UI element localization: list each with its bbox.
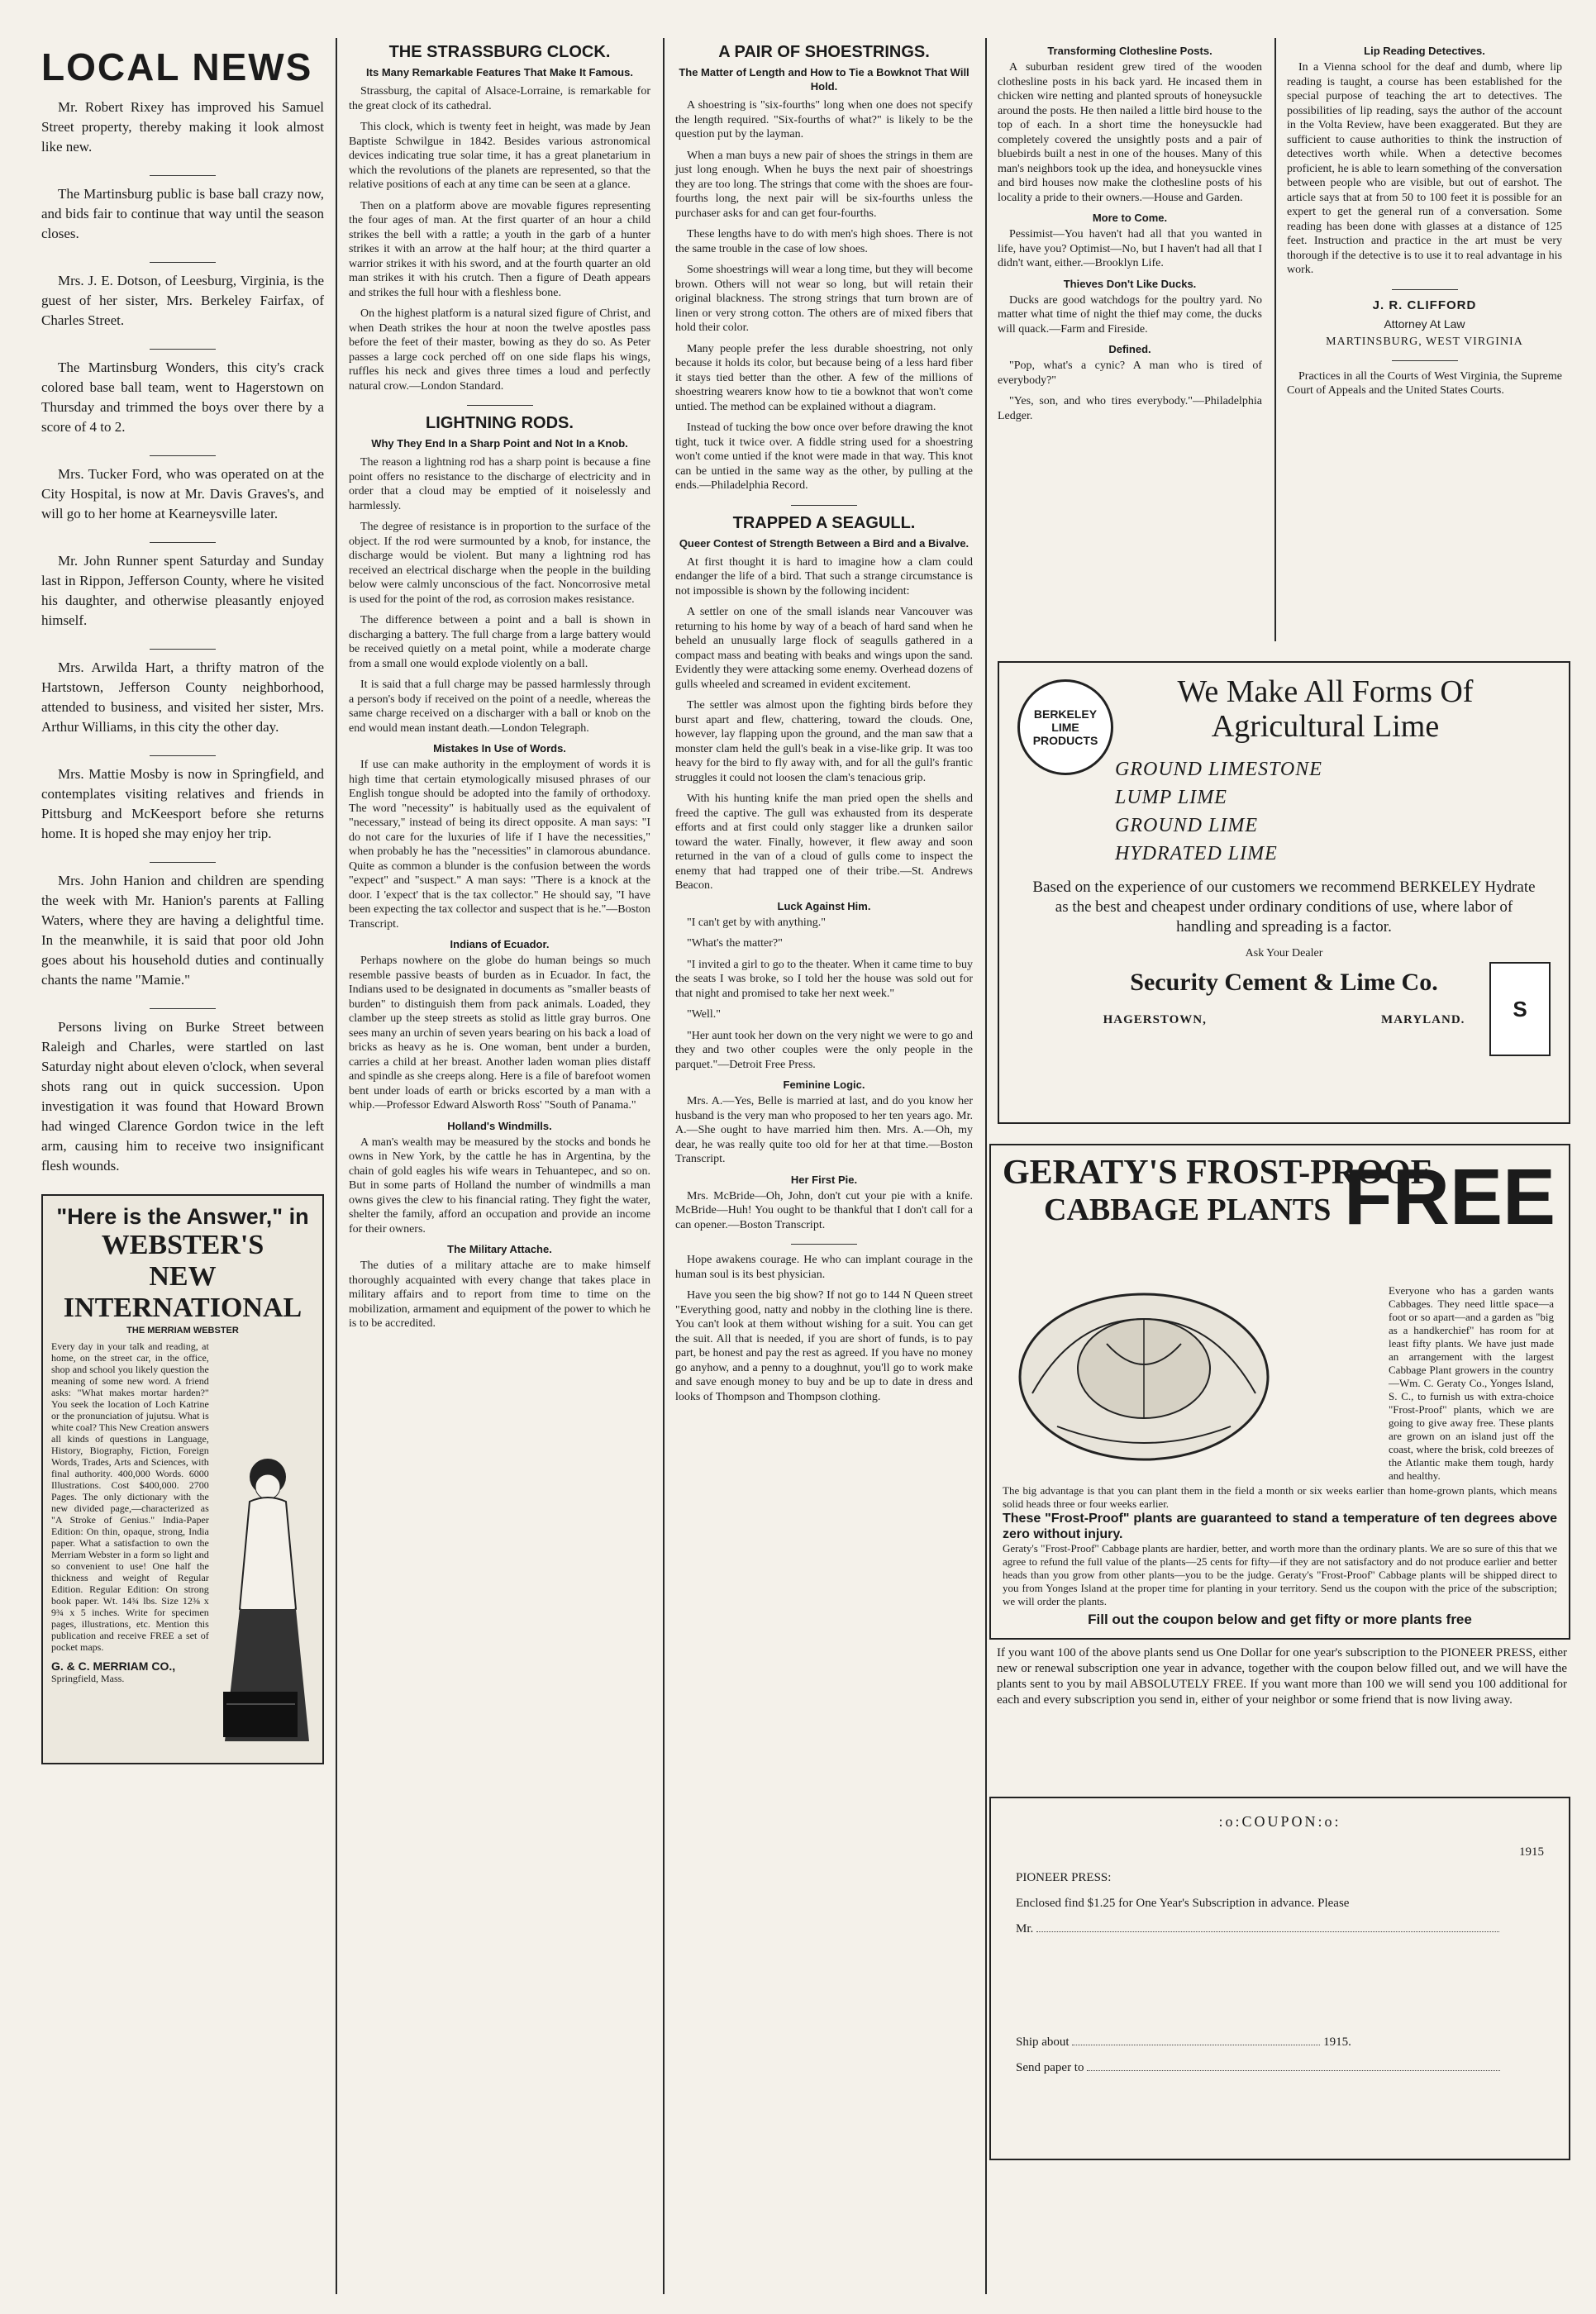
portland-cement-badge: S	[1489, 962, 1551, 1056]
headline-strassburg-clock: THE STRASSBURG CLOCK.	[388, 43, 611, 61]
column-rule	[1274, 38, 1276, 641]
cabbage-guarantee: These "Frost-Proof" plants are guaranteed to stand a temperature of ten degrees above zero without injury.	[1003, 1512, 1557, 1541]
paragraph: The duties of a military attache are to make himself thoroughly acquainted with every change that takes place in military affairs and to report from time to time on the mobilization, armament and equipment of the power to which he is to be accredited.	[349, 1259, 650, 1330]
paragraph: If use can make authority in the employment of words it is high time that certain etymologically misused phrases of our English tongue should be adopted into the family of orthodoxy. The word "necessity" is habitually used as the equivalent of "necessary," instead of being its direct opposite. A man says: "I do not care for the luxuries of life if I have the necessities," when probably he has the "necessities" in clamorous abundance. Quite as common a blunder is the confusion between the words "expect" and "suspect." A man says: "There is a knock at the door. I 'expect' that is the tax collector." He should say, "I have been expecting the tax collector and suspect that is he."—Boston Transcript.	[349, 759, 650, 931]
attorney-name: J. R. CLIFFORD	[1372, 298, 1477, 312]
paragraph: Pessimist—You haven't had all that you wanted in life, have you? Optimist—No, but I haven't had all that I didn't want, either.—Brooklyn Life.	[998, 228, 1262, 269]
webster-publisher: G. & C. MERRIAM CO.,	[51, 1659, 176, 1673]
article-mistakes-words	[349, 758, 650, 931]
cabbage-bottom-text: The big advantage is that you can plant them in the field a month or six weeks earlier than home-grown plants, which means solid heads three or four weeks earlier.	[1003, 1484, 1557, 1510]
headline-seagull: TRAPPED A SEAGULL.	[732, 513, 916, 532]
headline-indians-ecuador: Indians of Ecuador.	[450, 938, 550, 950]
attorney-city: MARTINSBURG, WEST VIRGINIA	[1326, 335, 1523, 348]
column-rule	[985, 38, 987, 2294]
paragraph: On the highest platform is a natural sized figure of Christ, and when Death strikes the hour at noon the twelve apostles pass before the feet of their master, bowing as they do so. As Peter passes a large cock perched off on one side flaps his wings, ruffles his neck and gives three times a loud and perfectly natural crow.—London Standard.	[349, 307, 650, 393]
article-feminine-logic	[675, 1094, 973, 1167]
coupon-to: PIONEER PRESS:	[1016, 1871, 1112, 1884]
webster-text: Every day in your talk and reading, at home, on the street car, in the office, shop and school you likely question the meaning of some new word. A friend asks: "What makes mortar harden?" You seek the location of Loch Katrine or the pronunciation of jujutsu. What is white coal? This New Creation answers all kinds of questions in Language, History, Biography, Fiction, Foreign Words, Trades, Arts and Sciences, with final authority. 400,000 Words. 6000 Illustrations. Cost $400,000. 2700 Pages. The only dictionary with the new divided page,—characterized as "A Stroke of Genius." India-Paper Edition: On thin, opaque, strong, India paper. What a satisfaction to own the Merriam Webster in a form so light and so convenient to use! One half the thickness and weight of Regular Edition. Regular Edition: On strong book paper. Wt. 14¾ lbs. Size 12⅜ x 9¾ x 5 inches. Write for specimen pages, illustrations, etc. Mention this publication and receive FREE a set of pocket maps.	[51, 1340, 209, 1653]
paragraph: "Well."	[687, 1008, 722, 1021]
lime-product: LUMP LIME	[1115, 787, 1227, 808]
coupon-enclosed: Enclosed find $1.25 for One Year's Subscription in advance. Please	[1016, 1897, 1350, 1910]
article-military-attache	[349, 1259, 650, 1331]
lime-city: HAGERSTOWN,	[1103, 1013, 1207, 1026]
subhead-strassburg-clock: Its Many Remarkable Features That Make It Famous.	[366, 66, 633, 79]
divider	[150, 542, 216, 543]
paragraph: "What's the matter?"	[687, 937, 783, 950]
cabbage-side-text: Everyone who has a garden wants Cabbages. They need little space—a foot or so apart—and a garden as "big as a handkerchief" has room for at least fifty plants. We have just made an arrangement with the largest Cabbage Plant growers in the country—Wm. C. Geraty Co., Yonges Island, S. C., to furnish us with extra-choice "Frost-Proof" plants, which we are going to give away free. These plants are grown on an island just off the coast, where the brisk, cold breezes of the Atlantic make them tough, hardy and healthy.	[1389, 1284, 1554, 1482]
headline-military-attache: The Military Attache.	[447, 1243, 552, 1255]
article-strassburg-clock	[349, 84, 650, 393]
article-lightning-rods	[349, 455, 650, 736]
paragraph: The degree of resistance is in proportion to the surface of the object. If the rod were surmounted by a knob, for instance, the discharge would be violent. But many a lightning rod has received an electrical discharge when the people in the building below were calmly unconscious of the fact. Noncorrosive metal is used for the point of the rod, as corrosion makes resistance.	[349, 521, 650, 606]
lime-product: HYDRATED LIME	[1115, 843, 1278, 864]
paragraph: Some shoestrings will wear a long time, but they will become brown. Others will not wear so long, but will retain their original blackness. The strong strings that turn brown are of linen or very strong cotton. The others are of mixed fibers that hold their color.	[675, 264, 973, 334]
paragraph: Many people prefer the less durable shoestring, not only because it holds its color, but because being of a less hard fiber it stays tied better than the other. A few of the millions of shoestring wearers know how to tie a bowknot that won't come untied. The method can be explained without a diagram.	[675, 342, 973, 413]
divider	[791, 505, 857, 506]
article-holland-windmills	[349, 1136, 650, 1237]
divider	[150, 262, 216, 263]
coupon-send-field[interactable]	[1016, 2061, 1544, 2075]
coupon-ship-field[interactable]	[1016, 2035, 1544, 2050]
paragraph: The Martinsburg public is base ball crazy now, and bids fair to continue that way until the season closes.	[41, 186, 324, 241]
paragraph: Perhaps nowhere on the globe do human beings so much resemble passive beasts of burden as in Ecuador. In fact, the Indians used to be designated in documents as "smaller beasts of burden" to distinguish them from pack animals. Loaded, they clamber up the steep streets as stolid as little gray burros. One sees many an urchin of seven years bearing on his back a load of bricks as heavy as he is. One woman, bent under a burden, carries a child at her breast. Another laden woman plies distaff and spindle as she creeps along. Here is a file of barefoot women bent under loads of earth or bricks escorted by a man with a whip.—Professor Edward Alsworth Ross' "South of Panama."	[349, 955, 650, 1112]
column-rule	[663, 38, 665, 2294]
paragraph: The settler was almost upon the fighting birds before they burst apart and flew, chattering, toward the clouds. One, however, lay flapping upon the ground, and the man saw that a monster clam held the gull's beak in a vise-like grip. It was too heavy for the bird to fly away with, and for all the gull's frantic struggles it could not loosen the clam's tenacious grip.	[675, 699, 973, 784]
divider	[150, 1008, 216, 1009]
column-5	[1279, 38, 1570, 641]
paragraph: Mr. Robert Rixey has improved his Samuel Street property, thereby making it look almost like new.	[41, 99, 324, 155]
attorney-note: Practices in all the Courts of West Virginia, the Supreme Court of Appeals and the United States Courts.	[1287, 369, 1562, 397]
paragraph: "I can't get by with anything."	[687, 916, 826, 929]
webster-city: Springfield, Mass.	[51, 1673, 125, 1684]
paragraph: At first thought it is hard to imagine how a clam could endanger the life of a bird. That such a strange circumstance is not impossible is shown by the following incident:	[675, 555, 973, 598]
paragraph: Persons living on Burke Street between Raleigh and Charles, were startled on last Saturday night about eleven o'clock, when several shots rang out in quick succession. Upon investigation it was found that Howard Brown had winged Clarence Gordon twice in the left arm, causing him to receive two insignificant flesh wounds.	[41, 1019, 324, 1174]
paragraph: A man's wealth may be measured by the stocks and bonds he owns in New York, by the cattle he has in Argentina, by the chain of gold eagles his wife wears in Tehuantepec, and so on. But in some parts of Holland the number of windmills a man owns gives the clew to his financial rating. They fight the water, shelter the family, afford an occupation and provide an income for their owners.	[349, 1136, 650, 1236]
lime-ask: Ask Your Dealer	[1245, 947, 1323, 959]
woman-with-book-illustration	[217, 1444, 316, 1758]
lime-product: GROUND LIME	[1115, 815, 1258, 836]
article-lip-reading	[1287, 60, 1562, 278]
paragraph: With his hunting knife the man pried open the shells and freed the captive. The gull was exhausted from its desperate efforts and at first could only stagger like a drunken sailor toward the water. Finally, however, it flew away and soon returned in the van of a cloud of gulls come to inspect the enemy that had trapped one of their tribe.—St. Andrews Beacon.	[675, 793, 973, 892]
paragraph: Mrs. A.—Yes, Belle is married at last, and do you know her husband is the very man who proposed to her ten years ago. Mr. A.—She ought to have married him then. Mrs. A.—Oh, my dear, he was really quite too old for her at that time.—Boston Transcript.	[675, 1095, 973, 1165]
article-indians-ecuador	[349, 954, 650, 1113]
paragraph: Mrs. John Hanion and children are spending the week with Mr. Hanion's parents at Falling Waters, where they are having a delightful time. In the meanwhile, it is said that poor old John goes about his household duties and continually chants the name "Mamie."	[41, 873, 324, 988]
subhead-lightning-rods: Why They End In a Sharp Point and Not In a Knob.	[371, 437, 628, 450]
webster-advertisement	[41, 1194, 324, 1764]
coupon-name-field[interactable]	[1016, 1922, 1544, 1936]
headline-first-pie: Her First Pie.	[790, 1173, 858, 1186]
headline-mistakes-words: Mistakes In Use of Words.	[433, 742, 566, 755]
webster-quote: "Here is the Answer," in	[56, 1204, 309, 1229]
paragraph: Mrs. J. E. Dotson, of Leesburg, Virginia, is the guest of her sister, Mrs. Berkeley Fairfax, of Charles Street.	[41, 273, 324, 328]
cabbage-guarantee-text: Geraty's "Frost-Proof" Cabbage plants are hardier, better, and worth more than the ordinary plants. We are so sure of this that we agree to refund the full value of the plants—25 cents for fifty—if they are not satisfactory and do not produce earlier and better heads than you grow from other plants—you to be the judge. Geraty's "Frost-Proof" Cabbage plants will be shipped direct to you from Yonges Island at the proper time for planting in your territory. Send us the coupon with the price of the subscription; we will order the plants.	[1003, 1542, 1557, 1607]
headline-lightning-rods: LIGHTNING RODS.	[426, 414, 574, 432]
headline-holland-windmills: Holland's Windmills.	[447, 1119, 552, 1132]
paragraph: The difference between a point and a ball is shown in discharging a battery. The full charge from a large battery would be received quietly on a metal point, while a moderate charge from a small one would explode violently on a ball.	[349, 614, 650, 670]
article-shoestrings	[675, 98, 973, 493]
paragraph: Mrs. Tucker Ford, who was operated on at the City Hospital, is now at Mr. Davis Graves's, and will go to her home at Kearneysville later.	[41, 466, 324, 521]
paragraph: "I invited a girl to go to the theater. When it came time to buy the seats I was broke, so I told her the house was sold out for that night and promised to take her next week."	[675, 958, 973, 1000]
subscription-offer: If you want 100 of the above plants send us One Dollar for one year's subscription to the PIONEER PRESS, either new or renewal subscription one year in advance, together with the coupon below filled out, and we will have the plants sent to you by mail ABSOLUTELY FREE. If you want more than 100 we will send you 100 additional for each and every subscription you send in, either of your neighbor or some friend that is now living away.	[997, 1646, 1567, 1707]
cabbage-free: FREE	[1343, 1153, 1556, 1241]
paragraph: When a man buys a new pair of shoes the strings in them are just long enough. When he buys the next pair of shoestrings they are too long. The strings that come with the shoes are four-fourths long, the next pair will be six-fourths unless the purchaser asks for and can get four-fourths.	[675, 149, 973, 220]
cabbage-title-2: CABBAGE PLANTS	[1044, 1193, 1332, 1227]
lime-state: MARYLAND.	[1381, 1013, 1465, 1026]
article-more-to-come	[998, 227, 1262, 271]
coupon-title: :o:COUPON:o:	[1218, 1813, 1341, 1830]
paragraph: These lengths have to do with men's high shoes. There is not the same trouble in the case of low shoes.	[675, 228, 973, 255]
berkeley-badge: BERKELEY LIME PRODUCTS	[1017, 679, 1113, 775]
column-rule	[336, 38, 337, 2294]
headline-lip-reading: Lip Reading Detectives.	[1364, 45, 1485, 57]
coupon-ship-label: Ship about	[1016, 2035, 1070, 2049]
cabbage-fill-coupon: Fill out the coupon below and get fifty or more plants free	[1088, 1612, 1472, 1627]
paragraph: Have you seen the big show? If not go to 144 N Queen street "Everything good, natty and nobby in the clothing line is there. You can't look at them without wishing for a suit. You can get the suit. All that is needed, if you are short of funds, is to pay part, be honest and pay the rest as agreed. If you have no money go anyhow, and a penny to a doughnut, you'll go to work make and save enough money to buy and be up to date in dress and looks of Thompson and Thompson clothing.	[675, 1289, 973, 1403]
article-clothesline	[998, 60, 1262, 205]
paragraph: "Her aunt took her down on the very night we were to go and they and two other couples were the only people in the parquet."—Detroit Free Press.	[675, 1029, 973, 1071]
paragraph: Mrs. Mattie Mosby is now in Springfield, and contemplates visiting relatives and friends in Pittsburg and McKeesport before she returns home. It is hoped she may enjoy her trip.	[41, 766, 324, 841]
cabbage-illustration	[1008, 1269, 1280, 1476]
headline-luck: Luck Against Him.	[777, 899, 871, 912]
lime-text: Based on the experience of our customers we recommend BERKELEY Hydrate as the best and cheapest under ordinary conditions of use, where labor of handling and spreading is a factor.	[1032, 878, 1536, 936]
headline-clothesline: Transforming Clothesline Posts.	[1047, 45, 1212, 57]
paragraph: Strassburg, the capital of Alsace-Lorraine, is remarkable for the great clock of its cathedral.	[349, 85, 650, 112]
headline-defined: Defined.	[1108, 343, 1151, 355]
column-2	[341, 38, 659, 2294]
lime-advertisement	[998, 661, 1570, 1124]
lime-title-2: Agricultural Lime	[1211, 709, 1440, 744]
cabbage-advertisement	[989, 1144, 1570, 1640]
lime-location	[1016, 1013, 1552, 1027]
headline-thieves-ducks: Thieves Don't Like Ducks.	[1063, 277, 1197, 290]
paragraph: The Martinsburg Wonders, this city's crack colored base ball team, went to Hagerstown on Thursday and trimmed the boys over there by a score of 4 to 2.	[41, 359, 324, 435]
paragraph: Instead of tucking the bow once over before drawing the knot tight, tuck it twice over. A fiddle string used for a shoestring won't come untied if the knot were made in that way. This knot can be untied in the same way as the other, by pulling at the ends.—Philadelphia Record.	[675, 421, 973, 492]
article-defined	[998, 359, 1262, 423]
lime-company: Security Cement & Lime Co.	[1130, 969, 1438, 996]
paragraph: Mrs. McBride—Oh, John, don't cut your pie with a knife. McBride—Huh! You ought to be thankful that I don't call for a can opener.—Boston Transcript.	[675, 1189, 973, 1231]
divider	[150, 349, 216, 350]
article-luck	[675, 916, 973, 1073]
article-thieves-ducks	[998, 293, 1262, 337]
paragraph: Hope awakens courage. He who can implant courage in the human soul is its best physician.	[675, 1254, 973, 1281]
paragraph: "Yes, son, and who tires everybody."—Philadelphia Ledger.	[998, 395, 1262, 422]
coupon-send-label: Send paper to	[1016, 2061, 1084, 2074]
divider	[150, 649, 216, 650]
headline-shoestrings: A PAIR OF SHOESTRINGS.	[718, 43, 930, 61]
paragraph: A suburban resident grew tired of the wooden clothesline posts in his back yard. He incased them in chicken wire netting and planted sprouts of honeysuckle around the posts. He then nailed a little bird house to the top of each. In a short time the honeysuckle had completely covered the unsightly posts and a pair of bluebirds built a nest in one of the houses. Many of this man's neighbors took up the idea, and honeysuckle vines and bird houses now make the clothesline posts of his locality a pride to their owners.—House and Garden.	[998, 61, 1262, 204]
paragraph: A settler on one of the small islands near Vancouver was returning to his home by way of a beach of hard sand when he beheld an unusually large flock of seagulls gathered in a compact mass and beating with beaks and wings upon the sand. Evidently they were attacking some enemy. Overhead dozens of gulls wheeled and screamed in evident excitement.	[675, 606, 973, 691]
paragraph: Then on a platform above are movable figures representing the four ages of man. At the first quarter of an hour a child strikes the bell with a rattle; a youth in the garb of a hunter strikes it with an arrow at the half hour; at the third quarter a warrior strikes it with his sword, and at the fourth quarter an old man strikes it with his crutch. Then a figure of Death appears and strikes the full hour with a fleshless bone.	[349, 199, 650, 299]
paragraph: Mr. John Runner spent Saturday and Sunday last in Rippon, Jefferson County, where he visited his daughter, and otherwise pleasantly enjoyed himself.	[41, 553, 324, 628]
divider	[150, 455, 216, 456]
divider	[1392, 289, 1458, 290]
divider	[791, 1244, 857, 1245]
lime-products	[1016, 755, 1552, 868]
lime-title: We Make All Forms Of	[1177, 674, 1474, 709]
article-clothing-ad	[675, 1253, 973, 1404]
cabbage-bottom	[1003, 1484, 1557, 1626]
paragraph: "Pop, what's a cynic? A man who is tired of everybody?"	[998, 359, 1262, 387]
coupon-mr-label: Mr.	[1016, 1922, 1034, 1935]
divider	[150, 755, 216, 756]
webster-title: WEBSTER'S	[101, 1230, 264, 1260]
divider	[150, 175, 216, 176]
divider	[1392, 360, 1458, 361]
paragraph: Mrs. Arwilda Hart, a thrifty matron of the Hartstown, Jefferson County neighborhood, attended to business, and visited her sister, Mrs. Arthur Williams, in this city the other day.	[41, 659, 324, 735]
headline-feminine-logic: Feminine Logic.	[783, 1078, 865, 1091]
cabbage-title: GERATY'S FROST-PROOF	[1003, 1154, 1432, 1192]
paragraph: It is said that a full charge may be passed harmlessly through a person's body if received on the point of a needle, whereas the same charge received on a discharger with a ball or knob on the end would mean instant death.—London Telegraph.	[349, 678, 650, 735]
paragraph: In a Vienna school for the deaf and dumb, where lip reading is taught, a course has been established for the special purpose of teaching the art to detectives. The possibilities of lip reading, says the author of the account in the Volta Review, have been exaggerated. But they are sufficient to cause authorities to think the instruction of detectives worth while. When a detective becomes proficient, he is able to learn something of the conversation between people who are visible, but out of earshot. The article says that at from 50 to 100 feet it is possible for an expert to get the general run of a conversation. Some reading has been done with glasses at a distance of 125 feet. Instruction and practice in the art must be very thorough if the detective is to use it to real advantage in his work.	[1287, 61, 1562, 276]
divider	[467, 405, 533, 406]
lime-product: GROUND LIMESTONE	[1115, 759, 1322, 780]
coupon-ship-year: 1915.	[1323, 2035, 1351, 2049]
webster-subtitle: THE MERRIAM WEBSTER	[126, 1326, 239, 1336]
divider	[150, 862, 216, 863]
newspaper-page	[33, 38, 1570, 2294]
attorney-title: Attorney At Law	[1384, 317, 1465, 331]
headline-more-to-come: More to Come.	[1092, 212, 1168, 224]
paragraph: Ducks are good watchdogs for the poultry yard. No matter what time of night the thief may come, the ducks will quack.—Farm and Fireside.	[998, 293, 1262, 336]
column-local-news	[33, 38, 332, 2294]
paragraph: This clock, which is twenty feet in height, was made by Jean Baptiste Schwilgue in 1842. Besides various astronomical devices indicating true solar time, it has a great planetarium in which the revolutions of the planets are represented, so that the relative positions of each at any time can be seen at a glance.	[349, 121, 650, 191]
article-first-pie	[675, 1189, 973, 1233]
coupon-form	[989, 1797, 1570, 2160]
webster-title-2: NEW INTERNATIONAL	[63, 1261, 303, 1323]
subhead-shoestrings: The Matter of Length and How to Tie a Bowknot That Will Hold.	[679, 66, 970, 93]
column-3	[667, 38, 981, 2294]
article-seagull	[675, 555, 973, 893]
local-news-items	[41, 98, 324, 1176]
coupon-year: 1915	[1519, 1845, 1544, 1859]
subhead-seagull: Queer Contest of Strength Between a Bird and a Bivalve.	[679, 536, 970, 550]
paragraph: The reason a lightning rod has a sharp point is because a fine point offers no resistance to the discharge of electricity and in order that a cloud may be emptied of it noiselessly and harmlessly.	[349, 456, 650, 512]
paragraph: A shoestring is "six-fourths" long when one does not specify the length required. "Six-fourths of what?" is likely to be the question put by the layman.	[675, 99, 973, 140]
local-news-masthead: LOCAL NEWS	[41, 45, 313, 88]
